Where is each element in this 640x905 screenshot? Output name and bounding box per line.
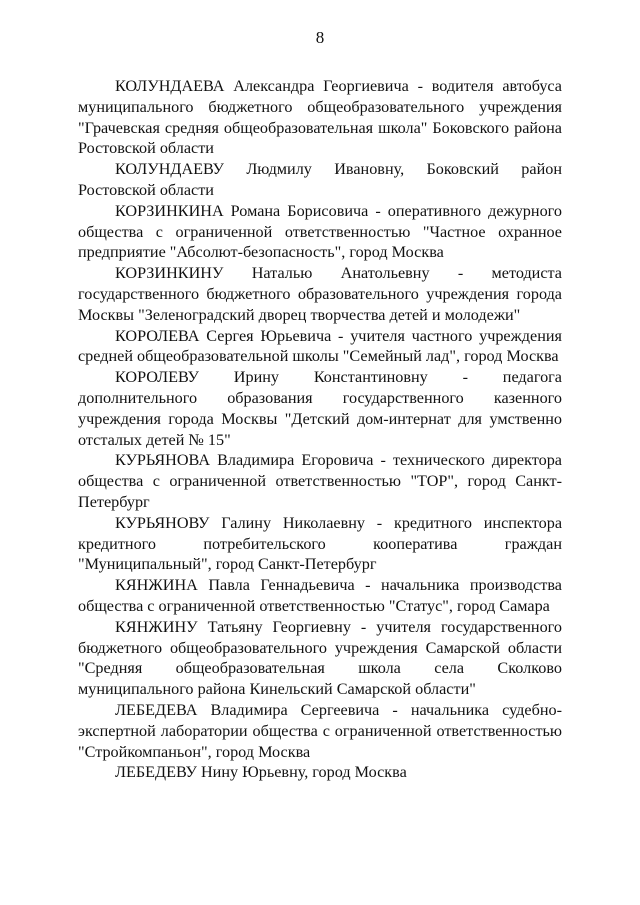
list-item: КЯНЖИНУ Татьяну Георгиевну - учителя государственного бюджетного общеобразовательного учреждения Самарской области "Средняя общеобразовательная школа села Сколково муниципального района Кинельский Самарской области"	[78, 617, 562, 699]
list-item: КОЛУНДАЕВУ Людмилу Ивановну, Боковский район Ростовской области	[78, 160, 562, 199]
list-item: КУРЬЯНОВУ Галину Николаевну - кредитного инспектора кредитного потребительского кооператива граждан "Муниципальный", город Санкт-Петербург	[78, 513, 562, 574]
page-number: 8	[315, 28, 325, 47]
list-item: КОРЗИНКИНУ Наталью Анатольевну - методиста государственного бюджетного образовательного учреждения города Москвы "Зеленоградский дворец творчества детей и молодежи"	[78, 264, 562, 324]
list-item: КУРЬЯНОВА Владимира Егоровича - технического директора общества с ограниченной ответственностью "ТОР", город Санкт-Петербург	[78, 451, 562, 511]
list-item: КОРОЛЕВУ Ирину Константиновну - педагога дополнительного образования государственного казенного учреждения города Москвы "Детский дом-интернат для умственно отсталых детей № 15"	[78, 368, 562, 449]
list-item: КЯНЖИНА Павла Геннадьевича - начальника производства общества с ограниченной ответственностью "Статус", город Самара	[78, 576, 562, 615]
list-item: ЛЕБЕДЕВА Владимира Сергеевича - начальника судебно-экспертной лаборатории общества с ограниченной ответственностью "Стройкомпаньон", город Москва	[78, 700, 562, 761]
list-item: КОЛУНДАЕВА Александра Георгиевича - водителя автобуса муниципального бюджетного общеобразовательного учреждения "Грачевская средняя общеобразовательная школа" Боковского района Ростовской области	[78, 77, 562, 158]
list-item: КОРОЛЕВА Сергея Юрьевича - учителя частного учреждения средней общеобразовательной школы "Семейный лад", город Москва	[78, 326, 562, 366]
list-item: КОРЗИНКИНА Романа Борисовича - оперативного дежурного общества с ограниченной ответственностью "Частное охранное предприятие "Абсолют-безопасность", город Москва	[78, 201, 562, 262]
list-item: ЛЕБЕДЕВУ Нину Юрьевну, город Москва	[115, 763, 407, 782]
award-list	[78, 76, 562, 783]
